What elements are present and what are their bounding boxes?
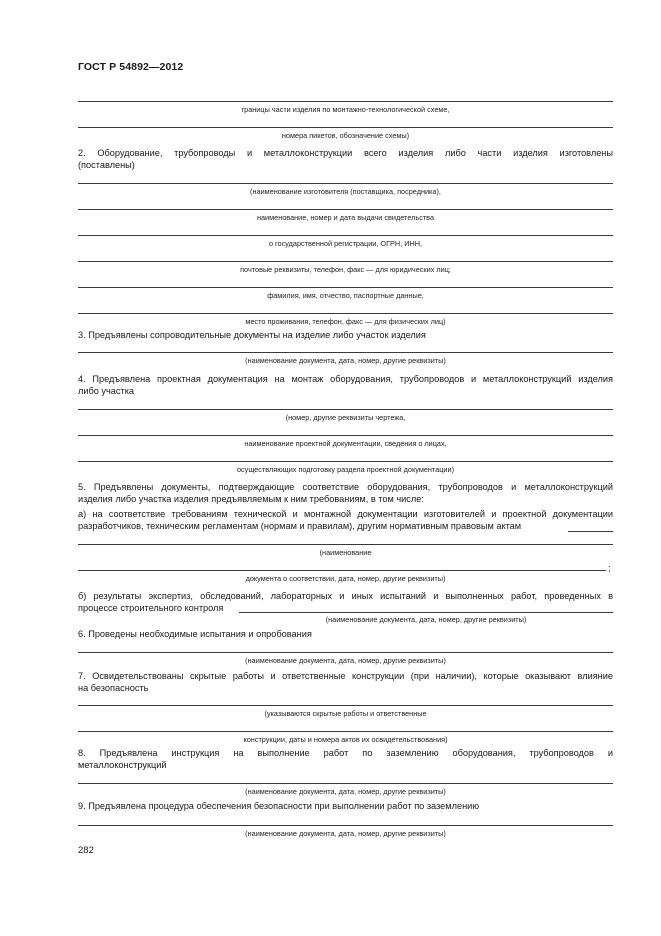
- item-5-line-2: изделия либо участка изделия предъявляемым к ним требованиям, в том числе:: [78, 494, 424, 504]
- field-caption: конструкции, даты и номера актов их освидетельствования): [243, 735, 448, 744]
- item-8-line-2: металлоконструкций: [78, 760, 167, 770]
- fill-line: [78, 435, 613, 436]
- field-caption: осуществляющих подготовку раздела проектной документации): [236, 465, 455, 474]
- item-8-line-1: 8. Предъявлена инструкция на выполнение работ по заземлению оборудования, трубопроводов и: [78, 748, 613, 758]
- field-caption: место проживания, телефон, факс — для физических лиц): [245, 317, 446, 326]
- fill-line: [568, 531, 613, 532]
- field-caption: (указываются скрытые работы и ответственные: [264, 709, 427, 718]
- fill-line: [78, 352, 613, 353]
- standard-header: ГОСТ Р 54892—2012: [78, 61, 184, 73]
- field-caption: (наименование документа, дата, номер, другие реквизиты): [245, 356, 446, 365]
- field-caption: (наименование: [319, 548, 372, 557]
- fill-line: [78, 570, 606, 571]
- item-5b-line-2: процессе строительного контроля: [78, 603, 224, 613]
- fill-line: [78, 183, 613, 184]
- item-9: 9. Предъявлена процедура обеспечения безопасности при выполнении работ по заземлению: [78, 801, 480, 811]
- item-4-line-2: либо участка: [78, 386, 135, 396]
- fill-line: [78, 461, 613, 462]
- semicolon: ;: [608, 563, 611, 573]
- fill-line: [78, 783, 613, 784]
- fill-line: [78, 101, 613, 102]
- field-caption: (наименование изготовителя (поставщика, посредника),: [250, 187, 441, 196]
- field-caption: наименование, номер и дата выдачи свидетельства: [256, 213, 435, 222]
- field-caption: документа о соответствии, дата, номер, другие реквизиты): [245, 574, 446, 583]
- field-caption: границы части изделия по монтажно-технологической схеме,: [241, 105, 450, 114]
- field-caption: (наименование документа, дата, номер, другие реквизиты): [325, 615, 527, 624]
- field-caption: наименование проектной документации, сведения о лицах,: [244, 439, 447, 448]
- fill-line: [78, 261, 613, 262]
- fill-line: [78, 652, 613, 653]
- item-6: 6. Проведены необходимые испытания и опробования: [78, 629, 312, 639]
- fill-line: [78, 235, 613, 236]
- field-caption: (номер, другие реквизиты чертежа,: [285, 413, 406, 422]
- field-caption: почтовые реквизиты, телефон, факс — для юридических лиц;: [240, 265, 451, 274]
- field-caption: (наименование документа, дата, номер, другие реквизиты): [245, 829, 446, 838]
- item-7-line-2: на безопасность: [78, 683, 149, 693]
- item-3: 3. Предъявлены сопроводительные документы на изделие либо участок изделия: [78, 330, 426, 340]
- fill-line: [78, 287, 613, 288]
- fill-line: [78, 209, 613, 210]
- item-7-line-1: 7. Освидетельствованы скрытые работы и ответственные конструкции (при наличии), которые оказывают влияние: [78, 671, 613, 681]
- fill-line: [78, 544, 613, 545]
- item-2-line-2: (поставлены): [78, 160, 135, 170]
- item-4-line-1: 4. Предъявлена проектная документация на монтаж оборудования, трубопроводов и металлоконструкций изделия: [78, 374, 613, 384]
- item-5-line-1: 5. Предъявлены документы, подтверждающие соответствие оборудования, трубопроводов и металлоконструкций: [78, 482, 613, 492]
- fill-line: [78, 409, 613, 410]
- fill-line: [239, 612, 613, 613]
- field-caption: (наименование документа, дата, номер, другие реквизиты): [245, 656, 446, 665]
- field-caption: фамилия, имя, отчество, паспортные данные,: [267, 291, 424, 300]
- fill-line: [78, 731, 613, 732]
- field-caption: о государственной регистрации, ОГРН, ИНН,: [268, 239, 423, 248]
- item-5a-line-1: а) на соответствие требованиям технической и монтажной документации изготовителей и проектной документации: [78, 509, 613, 519]
- fill-line: [78, 313, 613, 314]
- item-2-line-1: 2. Оборудование, трубопроводы и металлоконструкции всего изделия либо части изделия изготовлены: [78, 148, 613, 158]
- fill-line: [78, 127, 613, 128]
- page-number: 282: [78, 845, 94, 856]
- field-caption: (наименование документа, дата, номер, другие реквизиты): [245, 787, 446, 796]
- item-5a-line-2: разработчиков, техническим регламентам (нормам и правилам), другим нормативным правовым актам: [78, 521, 522, 531]
- field-caption: номера пикетов, обозначение схемы): [281, 131, 410, 140]
- item-5b-line-1: б) результаты экспертиз, обследований, лабораторных и иных испытаний и выполненных работ, проведенных в: [78, 591, 613, 601]
- fill-line: [78, 825, 613, 826]
- fill-line: [78, 705, 613, 706]
